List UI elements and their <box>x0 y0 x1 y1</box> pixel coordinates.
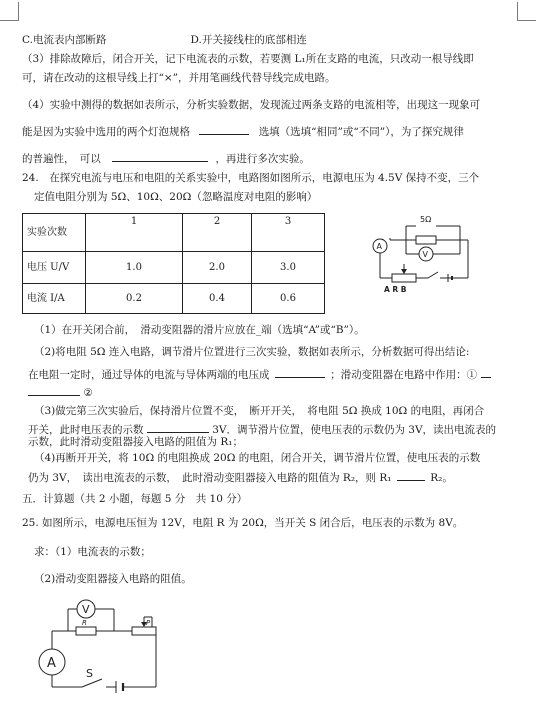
answer-blank-role1[interactable] <box>481 367 491 378</box>
section-five-heading: 五．计算题（共 2 小题，每题 5 分 共 10 分） <box>22 493 248 505</box>
q23-part4-line3 <box>22 151 310 166</box>
q24-part2-role2: ② <box>83 387 93 399</box>
rheostat <box>132 627 156 635</box>
table-header-trial: 实验次数 <box>23 214 86 252</box>
q24-part2-line1: （2)将电阻 5Ω 连入电路，调节滑片位置进行三次实验，数据如表所示，分析数据可得出结论: <box>34 346 470 358</box>
q23-part4-line2-a: 能是因为实验中选用的两个灯泡规格 <box>22 126 190 138</box>
q24-part4-line2-a: 仍为 3V， 读出电流表的示数， 此时滑动变阻器接入电路的阻值为 R₂，则 R₁ <box>28 472 392 484</box>
ammeter-label: A <box>376 242 382 251</box>
table-cell: 3.0 <box>252 252 325 284</box>
table-cell: 0.4 <box>183 284 252 314</box>
q25-part2: （2)滑动变阻器接入电路的阻值。 <box>34 573 192 585</box>
table-header-1: 1 <box>86 214 183 252</box>
q23-part4-line3-a: 的普遍性， 可以 <box>22 153 101 165</box>
corner-mark-right-h <box>517 20 536 21</box>
resistor-r <box>76 627 96 635</box>
table-row-label: 电压 U/V <box>23 252 86 284</box>
table-row <box>23 284 325 314</box>
ammeter-label: A <box>47 656 56 671</box>
q24-part3-line2-a: 开关，此时电压表的示数 <box>28 424 144 436</box>
corner-mark-left-h <box>0 20 19 21</box>
q25-stem: 25. 如图所示，电源电压恒为 12V，电阻 R 为 20Ω，当开关 S 闭合后，电压表的示数为 8V。 <box>22 517 464 529</box>
answer-blank-voltage[interactable] <box>147 422 209 433</box>
table-cell: 2.0 <box>183 252 252 284</box>
answer-blank-role1-cont[interactable] <box>28 385 80 396</box>
rheostat <box>392 274 416 282</box>
data-table <box>22 213 325 314</box>
q24-part3-line2-b: 3V．调节滑片位置，使电压表的示数仍为 3V，读出电流表的 <box>212 424 497 436</box>
corner-mark-left-v <box>18 2 19 20</box>
switch-label: S <box>86 667 93 680</box>
q24-part3-line3: 示数，此时滑动变阻器接入电路的阻值为 R₁； <box>28 436 243 448</box>
answer-blank-compare[interactable] <box>397 470 425 481</box>
resistor-label: 5Ω <box>420 215 432 224</box>
q23-part4-line3-b: ，再进行多次实验。 <box>215 153 310 165</box>
q23-part4-line2 <box>22 124 464 139</box>
answer-blank-spec[interactable] <box>199 124 249 135</box>
voltmeter-label: V <box>422 250 428 259</box>
rheostat-label: A R B <box>384 285 407 294</box>
table-header-3: 3 <box>252 214 325 252</box>
q24-part2-line2-a: 在电阻一定时，通过导体的电流与导体两端的电压成 <box>28 369 270 381</box>
q24-part4-line2 <box>28 470 453 485</box>
q23-part4-line2-b: 选填（选填“相同”或“不同”），为了探究规律 <box>258 126 464 138</box>
q24-stem-line1: 24. 在探究电流与电压和电阻的关系实验中，电路图如图所示，电源电压为 4.5V 保持不变，三个 <box>22 172 480 184</box>
answer-blank-relation[interactable] <box>275 367 325 378</box>
q24-part3-line1: （3)做完第三次实验后，保持滑片位置不变， 断开开关， 将电阻 5Ω 换成 10Ω 的电阻，再闭合 <box>34 405 485 417</box>
table-cell: 0.2 <box>86 284 183 314</box>
table-row-label: 电流 I/A <box>23 284 86 314</box>
q23-part4-line1: （4）实验中测得的数据如表所示，分析实验数据，发现流过两条支路的电流相等，出现这一现象可 <box>22 99 481 111</box>
q24-part4-line1: （4)再断开开关，将 10Ω 的电阻换成 20Ω 的电阻，闭合开关，调节滑片位置，使电压表的示数 <box>34 452 481 464</box>
corner-mark-right-v <box>517 2 518 20</box>
slider-arrow-icon <box>401 269 407 274</box>
resistor-5ohm <box>416 236 436 244</box>
answer-blank-method[interactable] <box>112 151 208 162</box>
slider-label: P <box>146 619 151 627</box>
table-row <box>23 252 325 284</box>
q23-part3-line1: （3）排除故障后，闭合开关，记下电流表的示数，若要测 L₁所在支路的电流，只改动一根导线即 <box>22 53 474 65</box>
q24-part2-line3 <box>28 385 93 400</box>
q24-stem-line2: 定值电阻分别为 5Ω、10Ω、20Ω（忽略温度对电阻的影响） <box>34 191 318 203</box>
q23-part3-line2: 可，请在改动的这根导线上打“×”，并用笔画线代替导线完成电路。 <box>22 72 336 84</box>
circuit-diagram-2 <box>32 595 172 695</box>
resistor-label: R <box>82 619 87 627</box>
q24-part1: （1）在开关闭合前， 滑动变阻器的滑片应放在_端（选填“A”或“B”）。 <box>34 324 365 336</box>
q24-part3-line2 <box>28 422 496 437</box>
circuit-diagram-1 <box>370 212 480 298</box>
q24-part4-line2-b: R₂。 <box>430 472 453 484</box>
table-header-2: 2 <box>183 214 252 252</box>
q24-part2-line2-b: ；滑动变阻器在电路中作用：① <box>330 369 478 381</box>
voltmeter-label: V <box>82 603 90 616</box>
q24-part2-line2 <box>28 367 491 382</box>
table-cell: 1.0 <box>86 252 183 284</box>
option-c-d: C.电流表内部断路 D.开关接线柱的底部相连 <box>22 34 307 46</box>
q25-part1: 求：（1）电流表的示数； <box>34 546 151 558</box>
table-cell: 0.6 <box>252 284 325 314</box>
